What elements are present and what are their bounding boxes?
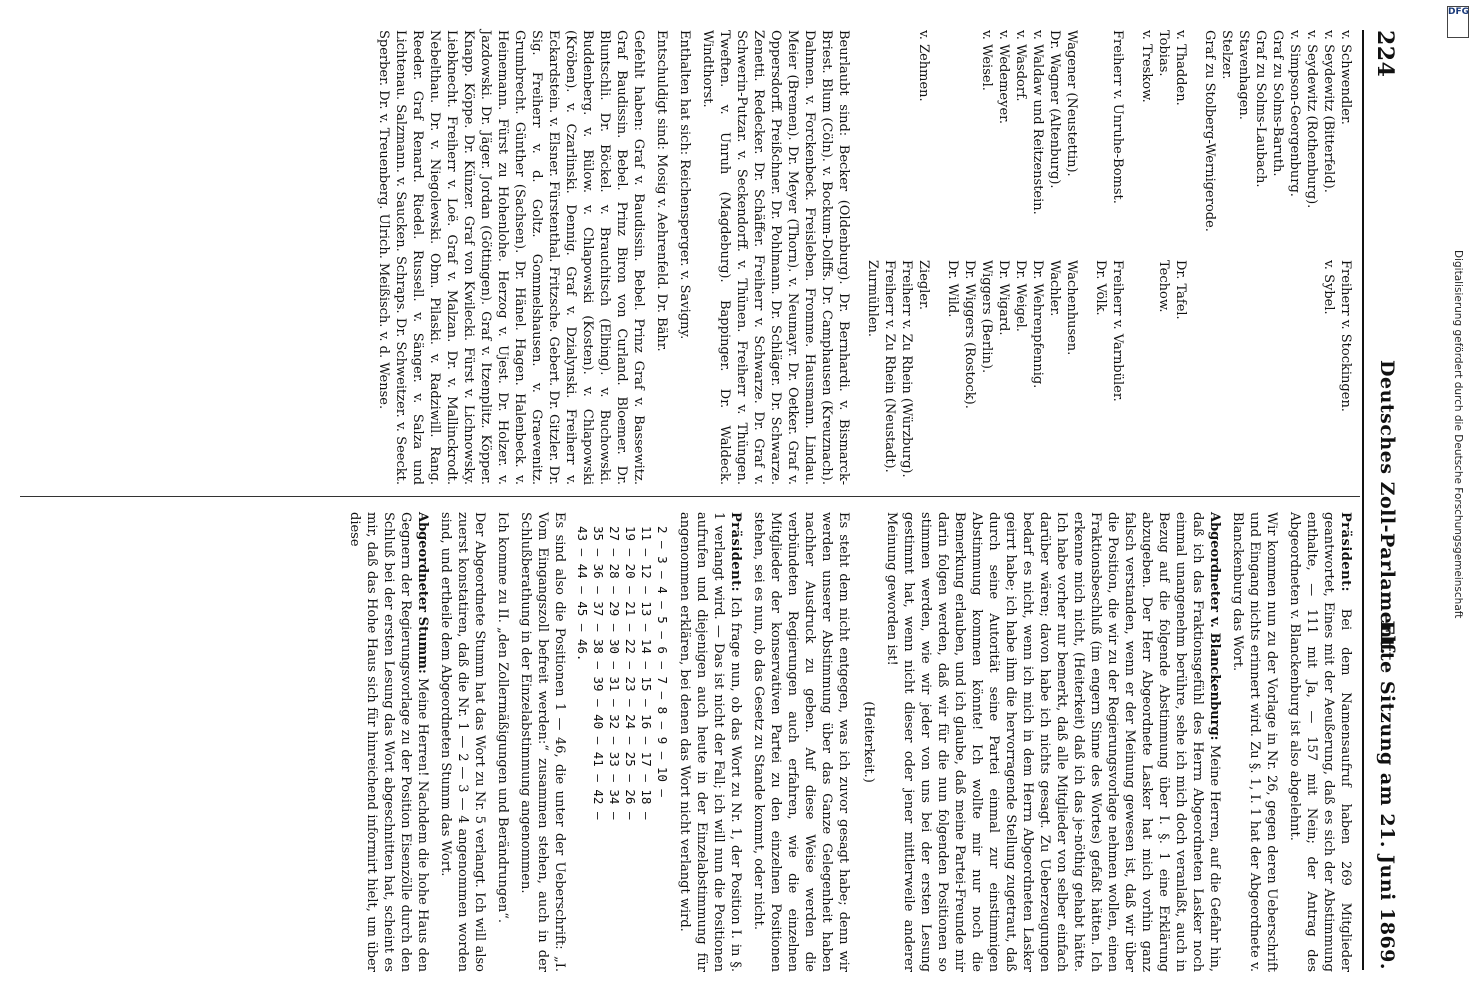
member-name: Dr. Wild. [945,260,960,318]
gefehlt-paragraph: Gefehlt haben: Graf v. Baudissin. Bebel. Prinz Graf v. Bassewitz. Graf Baudissin. Bebel. Prinz Biron von Curland. Bloemer. Dr. Bluntschli. Dr. Böckel. v. Brauchitsch (Elbing). v. Buchowski. Buddenberg. v. Bülow. v. Chlapowski (Kosten). v. Chlapowski (Kröben). v. Czarlinski. Dennig. Graf v. Dzialynski. Freiherr v. Eckardstein. v. Elsner. Fürstenthal. Fritzsche. Gebert. Dr. Gitzler. Dr. Sig. Freiherr v. d. Goltz. Gommelshausen. v. Graevenitz. Grumbrecht. Günther (Sachsen). Dr. Hänel. Hagen. Halenbeck. v. Heinemann. Fürst zu Hohenlohe. Herzog v. Ujest. Dr. Holzer. v. Jazdowski. Dr. Jäger. Jordan (Göttingen). Graf v. Itzenplitz. Köpper. Knapp. Köppe. Dr. Künzer. Graf von Kwilecki. Fürst v. Lichnowsky. Liebknecht. Freiherr v. Loë. Graf v. Malzan. Dr. v. Mallinckrodt. Nebelthau. Dr. v. Niegolewski. Obm. Pilaski. v. Radziwill. Rang. Reeder. Graf Renard. Riedel. Russell. v. Sänger. v. Salza und Lichtenau. Salzmann. v. Saucken. Schraps. Dr. Schweitzer. v. Seeckt. Sperber. Dr. v. Treuenberg. Ulrich. Meißisch. v. d. Wense. [376,30,646,485]
entschuldigt-paragraph: Entschuldigt sind: Mosig v. Aehrenfeld. Dr. Bähr. [654,30,669,352]
speech-text: Meine Herren, auf die Gefahr hin, daß ich das Fraktionsgefühl des Herrn Abgeordneten Lasker noch einmal unangenehm berühre, sehe ich mich doch veranlaßt, auch in Bezug auf die folgende Abstimmung über I. §. 1 eine Erklärung abzugeben. Der Herr Abgeordnete Lasker hat mich vorhin ganz falsch verstanden, wenn er der Meinung gewesen ist, daß wir über die Position, die wir zu der Regierungsvorlage nehmen wollen, einen Fraktionsbeschluß (im engern Sinne des Wortes) gefaßt hätten. Ich erkenne mich nicht, (Heiterkeit) daß ich das je-nöthig gehabt hätte. Ich habe vorher nur bemerkt, daß alle Mitglieder von selber einfach darüber wären; davon habe ich nichts gesagt. Zu Ueberzeugungen bedarf es nicht, wenn ich mich in dem Herrn Abgeordneten Lasker geirrt habe; ich habe ihm die hervorragende Stellung zugetraut, daß durch seine Autorität seine Partei einmal zur einstimmigen Abstimmung kommen könnte! Ich wollte mir nur noch die Bemerkung erlauben, und ich glaube, daß meine Partei-Freunde mir darin folgen werden, daß wir für die nun folgenden Positionen so stimmen werden, wie wir jeder von uns bei der ersten Lesung gestimmt hat, wenn nicht dieser oder jener mittlerweile anderer Meinung geworden ist! [884,512,1222,973]
member-name: v. Seydewitz (Rothenburg). [1304,30,1319,209]
session-title: Elfte Sitzung am 21. Juni 1869. [1376,620,1398,970]
member-name: Dr. Tafel. [1173,260,1188,320]
page-number: 224 [1372,30,1398,78]
member-name: v. Zehmen. [916,30,931,102]
names-group-3 [1092,30,1126,485]
statement-text: Ich frage nun, ob das Wort zu Nr. 1, der Position I. in §. 1 verlangt wird. — Das ist nicht der Fall; ich will nun die Positionen aufrufen und diejenigen auch heute in der Einzelabstimmung für angenommen erklären, bei denen das Wort nicht verlangt wird. [677,512,743,972]
president-statement-6: Der Abgeordnete Stumm hat das Wort zu Nr. 5 verlangt. Ich will also zuerst konstatiren, daß die Nr. 1 — 2 — 3 — 4 angenommen worden sind, und ertheile dem Abgeordneten Stumm das Wort. [438,512,487,972]
interjection: (Heiterkeit.) [861,701,876,783]
member-name: Dr. Völk. [1093,260,1108,316]
member-name: Freiherr v. Stockingen. [1338,260,1353,412]
blanckenburg-speech [883,512,1223,972]
right-column [340,512,1354,972]
member-name: Wachler. [1047,260,1062,317]
member-name: v. Wasdorf. [1013,30,1028,102]
member-name: v. Simpson-Georgenburg. [1287,30,1302,197]
member-name: Stelzer. [1219,30,1234,80]
member-name: Tobias. [1156,30,1171,77]
funding-note: Digitalisierung gefördert durch die Deutsche Forschungsgemeinschaft [1452,250,1464,619]
president-statement-1 [1286,512,1354,972]
page-header [1368,30,1398,970]
speaker-label: Abgeordneter v. Blanckenburg: [1207,512,1222,741]
statement-text: Bei dem Namensaufruf haben 269 Mitglieder geantwortet, Eines mit der Aeußerung, daß es sich der Abstimmung enthalte, — 111 mit Ja, — 157 mit Nein; der Antrag des Abgeordneten v. Blanckenburg ist also abgelehnt. [1287,512,1353,972]
speaker-label: Präsident: [728,512,743,592]
president-statement-2: Wir kommen nun zu der Vorlage in Nr. 26, gegen deren Ueberschrift und Eingang nichts erinnert wird. Zu §. 1, I. 1 hat der Abgeordnete v. Blanckenburg das Wort. [1230,512,1279,972]
speaker-label: Abgeordneter Stumm: [415,512,430,674]
speaker-label: Präsident: [1338,512,1353,592]
member-name: v. Schwendler. [1338,30,1353,125]
names-group-5 [864,30,932,485]
member-name: v. Waldaw und Reitzenstein. [1030,30,1045,215]
president-statement-3 [676,512,744,972]
president-statement-4: Es sind also die Positionen 1 — 46, die unter der Ueberschrift: „I. Vom Eingangszoll befreit werden:“ zusammen stehen, auch in der Schlußberathung in der Einzelabstimmung angenommen. [518,512,567,972]
member-name: Freiherr v. Zu Rhein (Neustadt). [882,260,897,473]
beurlaubt-paragraph: Beurlaubt sind: Becker (Oldenburg). Dr. Bernhardi. v. Bismarck-Briest. Blum (Cöln). v. Bockum-Dolffs. Dr. Camphausen (Kreuznach). Dahmen. v. Forckenbeck. Freisleben. Fromme. Hausmann. Lindau. Meier (Bremen). Dr. Meyer (Thorn). v. Neumayr. Dr. Oetker. Graf v. Oppersdorff. Preißchner. Dr. Pohlmann. Dr. Schläger. Dr. Schwarze. Zenetti. Redecker. Dr. Schäffer. Freiherr v. Schwarze. Dr. Graf v. Schwerin-Putzar. v. Seckendorff. v. Thünen. Freiherr v. Thüngen. Tweften. v. Unruh (Magdeburg). Bappinger. Dr. Waldeck. Windthorst. [700,30,851,485]
speech-text: Meine Herren! Nachdem die hohe Haus den Gegnern der Regierungsvorlage zu der Position Eisenzölle durch den Schluß bei der ersten Lesung das Wort abgeschnitten hat, scheint es mir, daß das Hohe Haus sich für hinreichend informirt hielt, um über diese [347,512,430,972]
position-numbers: 2 — 3 — 4 — 5 — 6 — 7 — 8 — 9 — 10 — 11 — 12 — 13 — 14 — 15 — 16 — 17 — 18 — 19 — 20 — 21 — 22 — 23 — 24 — 25 — 26 — 27 — 28 — 29 — 30 — 31 — 32 — 33 — 34 — 35 — 36 — 37 — 38 — 39 — 40 — 41 — 42 — 43 — 44 — 45 — 46. [575,526,670,820]
header-rule [1362,30,1364,970]
dfg-logo: DFG [1447,6,1469,38]
member-name: Stavenhagen. [1236,30,1251,120]
blanckenburg-speech-cont: Es steht dem nicht entgegen, was ich zuvor gesagt habe; denn wir werden unserer Abstimmung über das Ganze Gelegenheit haben nachher Ausdruck zu geben. Auf diese Weise werden die verbündeten Regierungen auch erfahren, wie die einzelnen Mitglieder der konservativen Partei zu den einzelnen Positionen stehen, sei es nun, ob das Gesetz zu Stande kommt, oder nicht. [751,512,851,972]
member-name: v. Seydewitz (Bitterfeld). [1321,30,1336,193]
member-name: Ziegler. [916,260,931,310]
member-name: Dr. Wehrenpfennig. [1030,260,1045,389]
names-group-4 [944,30,1080,485]
enthalten-paragraph: Enthalten hat sich: Reichensperger. v. Savigny. [677,30,692,340]
member-name: Techow. [1156,260,1171,313]
member-name: v. Sybel. [1321,260,1336,315]
member-name: v. Weisel. [979,30,994,91]
president-statement-5: Ich komme zu II. „den Zollermäßigungen und Berändrungen“. [495,512,510,924]
member-name: Dr. Wigard. [996,260,1011,336]
names-group-2 [1138,30,1189,485]
member-name: Wachenhusen. [1064,260,1079,356]
page-title: Deutsches Zoll-Parlament. [1376,360,1398,656]
member-name: Graf zu Stolberg-Wernigerode. [1202,30,1217,232]
member-name: Dr. Wagner (Altenburg). [1047,30,1062,189]
member-name: v. Treskow. [1139,30,1154,103]
member-name: Wagener (Neustettin). [1064,30,1079,177]
member-name: v. Wedemeyer. [996,30,1011,125]
member-name: Graf zu Solms-Baruth. [1270,30,1285,177]
member-name: Dr. Wiggers (Rostock). [962,260,977,409]
member-name: Graf zu Solms-Laubach. [1253,30,1268,188]
member-name: Freiherr v. Zu Rhein (Würzburg). [899,260,914,478]
member-name: Freiherr v. Varnbüler. [1110,260,1125,402]
column-divider [20,496,1360,497]
left-column [369,30,1354,485]
member-name: Freiherr v. Unruhe-Bomst. [1110,30,1125,204]
stumm-speech [346,512,431,972]
names-group-1 [1201,30,1354,485]
member-name: Zurmühlen. [865,260,880,338]
member-name: v. Thadden. [1173,30,1188,106]
member-name: Wiggers (Berlin). [979,260,994,374]
member-name: Dr. Weigel. [1013,260,1028,332]
